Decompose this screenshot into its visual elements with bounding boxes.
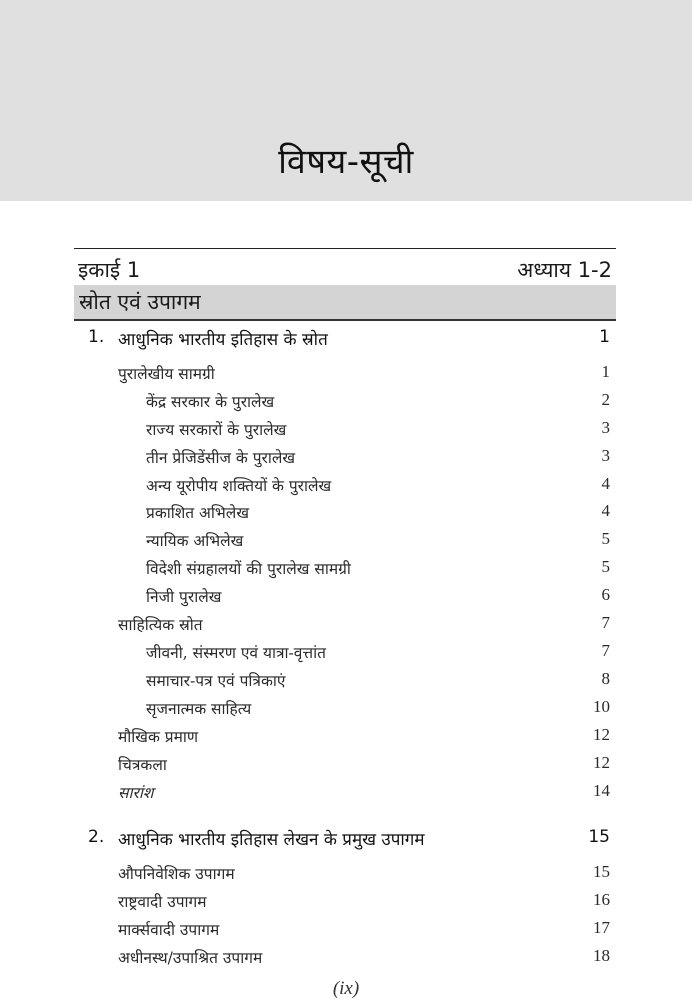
entry-page-number: 5 bbox=[601, 529, 610, 548]
toc-entry[interactable] bbox=[118, 725, 610, 751]
entry-page-number: 4 bbox=[601, 474, 610, 493]
entry-title: अन्य यूरोपीय शक्तियों के पुरालेख bbox=[146, 477, 332, 495]
entry-title: राज्य सरकारों के पुरालेख bbox=[146, 421, 287, 439]
toc-entry[interactable] bbox=[118, 862, 610, 888]
entry-page-number: 16 bbox=[593, 890, 610, 909]
entry-title: आधुनिक भारतीय इतिहास लेखन के प्रमुख उपागम bbox=[118, 830, 425, 850]
entry-page-number: 6 bbox=[601, 585, 610, 604]
entry-title: तीन प्रेजिडेंसीज के पुरालेख bbox=[146, 449, 296, 467]
entry-page-number: 1 bbox=[599, 327, 610, 347]
entry-title: न्यायिक अभिलेख bbox=[146, 532, 244, 550]
entry-page-number: 17 bbox=[593, 918, 610, 937]
entry-title: प्रकाशित अभिलेख bbox=[146, 504, 249, 522]
section-band bbox=[74, 285, 616, 321]
entry-title: राष्ट्रवादी उपागम bbox=[118, 893, 207, 911]
toc-entry[interactable] bbox=[146, 418, 610, 444]
entry-page-number: 5 bbox=[601, 557, 610, 576]
unit-label: इकाई 1 bbox=[78, 258, 141, 282]
toc-entry[interactable] bbox=[118, 613, 610, 639]
entry-title: निजी पुरालेख bbox=[146, 588, 222, 606]
entry-title: विदेशी संग्रहालयों की पुरालेख सामग्री bbox=[146, 560, 351, 578]
entry-page-number: 14 bbox=[593, 781, 610, 800]
toc-entry[interactable] bbox=[146, 390, 610, 416]
top-rule bbox=[74, 248, 616, 249]
entry-title: जीवनी, संस्मरण एवं यात्रा-वृत्तांत bbox=[146, 644, 326, 662]
toc-entry[interactable] bbox=[118, 946, 610, 972]
toc-entry[interactable] bbox=[146, 557, 610, 583]
entry-page-number: 1 bbox=[601, 362, 610, 381]
toc-entry[interactable] bbox=[146, 474, 610, 500]
toc-entry[interactable] bbox=[146, 501, 610, 527]
entry-title: साहित्यिक स्रोत bbox=[118, 616, 203, 634]
unit-header bbox=[78, 254, 612, 284]
entry-page-number: 12 bbox=[593, 753, 610, 772]
entry-page-number: 8 bbox=[601, 669, 610, 688]
toc-entry[interactable] bbox=[146, 641, 610, 667]
chapter-number: 1. bbox=[88, 327, 105, 347]
toc-entry[interactable] bbox=[118, 781, 610, 807]
entry-page-number: 12 bbox=[593, 725, 610, 744]
entry-title: सृजनात्मक साहित्य bbox=[146, 700, 252, 718]
entry-title: मौखिक प्रमाण bbox=[118, 728, 199, 746]
toc-entry[interactable] bbox=[118, 753, 610, 779]
entry-page-number: 7 bbox=[601, 613, 610, 632]
entry-page-number: 15 bbox=[593, 862, 610, 881]
entry-page-number: 3 bbox=[601, 418, 610, 437]
entry-title: मार्क्सवादी उपागम bbox=[118, 921, 220, 939]
toc-entry[interactable] bbox=[146, 697, 610, 723]
entry-page-number: 15 bbox=[588, 827, 610, 847]
toc-entry[interactable] bbox=[118, 890, 610, 916]
section-title: स्रोत एवं उपागम bbox=[79, 290, 201, 314]
page-number: (ix) bbox=[332, 978, 360, 999]
entry-page-number: 3 bbox=[601, 446, 610, 465]
entry-title: केंद्र सरकार के पुरालेख bbox=[146, 393, 275, 411]
entry-page-number: 18 bbox=[593, 946, 610, 965]
toc-chapter[interactable] bbox=[88, 327, 610, 353]
toc-entry[interactable] bbox=[146, 446, 610, 472]
entry-page-number: 4 bbox=[601, 501, 610, 520]
entry-title: चित्रकला bbox=[118, 756, 167, 774]
toc-entry[interactable] bbox=[118, 362, 610, 388]
entry-page-number: 10 bbox=[593, 697, 610, 716]
entry-page-number: 7 bbox=[601, 641, 610, 660]
toc-entry[interactable] bbox=[146, 669, 610, 695]
toc-entry[interactable] bbox=[118, 918, 610, 944]
entry-title: आधुनिक भारतीय इतिहास के स्रोत bbox=[118, 330, 328, 350]
entry-title: अधीनस्थ/उपाश्रित उपागम bbox=[118, 949, 263, 967]
chapter-range: अध्याय 1-2 bbox=[517, 258, 612, 282]
entry-page-number: 2 bbox=[601, 390, 610, 409]
toc-entry[interactable] bbox=[146, 585, 610, 611]
page-title: विषय-सूची bbox=[278, 142, 414, 182]
entry-title: समाचार-पत्र एवं पत्रिकाएं bbox=[146, 672, 286, 690]
entry-title: औपनिवेशिक उपागम bbox=[118, 865, 235, 883]
entry-title: सारांश bbox=[118, 784, 154, 802]
toc-entry[interactable] bbox=[146, 529, 610, 555]
chapter-number: 2. bbox=[88, 827, 105, 847]
toc-chapter[interactable] bbox=[88, 827, 610, 853]
entry-title: पुरालेखीय सामग्री bbox=[118, 365, 215, 383]
